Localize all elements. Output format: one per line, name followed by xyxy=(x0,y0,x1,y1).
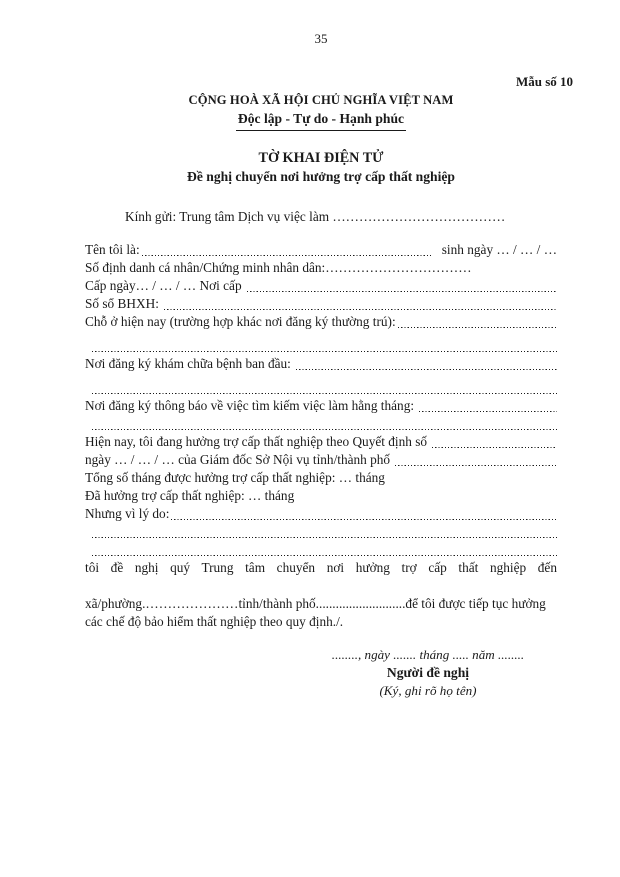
dotted-fill-line xyxy=(171,505,557,523)
dotted-fill-line xyxy=(247,277,557,295)
dotted-fill-line xyxy=(142,241,433,259)
field-label: ngày … / … / … của Giám đốc Sở Nội vụ tỉnh/thành phố xyxy=(85,452,394,467)
signature-instruction: (Ký, ghi rõ họ tên) xyxy=(379,683,477,698)
dotted-fill-line xyxy=(92,523,557,541)
field-label: Nơi đăng ký khám chữa bệnh ban đầu: xyxy=(85,356,295,371)
form-line: xã/phường.…………………tỉnh/thành phố...........................để tôi được tiếp tục hưởng xyxy=(85,596,546,611)
dotted-continuation-line xyxy=(85,415,557,433)
national-header xyxy=(85,92,557,131)
form-line: các chế độ bảo hiểm thất nghiệp theo quy định./. xyxy=(85,614,344,629)
document-subtitle: Đề nghị chuyển nơi hưởng trợ cấp thất nghiệp xyxy=(187,169,455,184)
signer-role-title: Người đề nghị xyxy=(386,665,470,680)
dotted-fill-line xyxy=(419,397,557,415)
national-title: CỘNG HOÀ XÃ HỘI CHỦ NGHĨA VIỆT NAM xyxy=(188,93,454,107)
document-title: TỜ KHAI ĐIỆN TỬ xyxy=(258,150,384,166)
form-line: Số định danh cá nhân/Chứng minh nhân dân:…………………………… xyxy=(85,260,472,275)
page-number: 35 xyxy=(314,31,328,46)
field-label: Tên tôi là: xyxy=(85,242,140,257)
dotted-fill-line xyxy=(398,313,557,331)
dotted-continuation-line xyxy=(85,523,557,541)
field-label: Số sổ BHXH: xyxy=(85,296,163,311)
form-line xyxy=(85,451,557,469)
form-line: Tổng số tháng được hưởng trợ cấp thất nghiệp: … tháng xyxy=(85,470,385,485)
national-motto xyxy=(85,109,557,131)
field-label: Nơi đăng ký thông báo về việc tìm kiếm việc làm hằng tháng: xyxy=(85,398,418,413)
form-line xyxy=(85,505,557,523)
form-line xyxy=(85,397,557,415)
dotted-fill-line xyxy=(164,295,557,313)
form-line xyxy=(85,241,557,259)
form-line: Đã hưởng trợ cấp thất nghiệp: … tháng xyxy=(85,488,295,503)
form-line xyxy=(85,433,557,451)
dotted-continuation-line xyxy=(85,541,557,559)
signature-block xyxy=(263,646,593,699)
dotted-fill-line xyxy=(92,415,557,433)
form-line xyxy=(85,295,557,313)
field-label: Nhưng vì lý do: xyxy=(85,506,170,521)
national-motto-text: Độc lập - Tự do - Hạnh phúc xyxy=(236,109,406,131)
dotted-fill-line xyxy=(92,541,557,559)
dotted-fill-line xyxy=(296,355,557,373)
dotted-fill-line xyxy=(395,451,557,469)
form-line xyxy=(85,355,557,373)
field-label: Cấp ngày… / … / … Nơi cấp xyxy=(85,278,245,293)
dotted-continuation-line xyxy=(85,379,557,397)
dotted-fill-line xyxy=(92,379,557,397)
form-line xyxy=(85,277,557,295)
signature-date-line: ........, ngày ....... tháng ..... năm ........ xyxy=(331,647,525,662)
field-label: Chỗ ở hiện nay (trường hợp khác nơi đăng ký thường trú): xyxy=(85,314,396,329)
form-line xyxy=(85,313,557,331)
form-body xyxy=(85,241,557,631)
salutation-line: Kính gửi: Trung tâm Dịch vụ việc làm ………………………………… xyxy=(125,209,506,224)
field-suffix: sinh ngày … / … / … xyxy=(441,242,557,257)
form-number-label: Mẫu số 10 xyxy=(515,74,573,89)
dotted-fill-line xyxy=(432,433,557,451)
field-label: Hiện nay, tôi đang hưởng trợ cấp thất nghiệp theo Quyết định số xyxy=(85,434,431,449)
dotted-fill-line xyxy=(92,337,557,355)
form-line: tôi đề nghị quý Trung tâm chuyển nơi hưởng trợ cấp thất nghiệp đến xyxy=(85,560,557,575)
dotted-continuation-line xyxy=(85,337,557,355)
